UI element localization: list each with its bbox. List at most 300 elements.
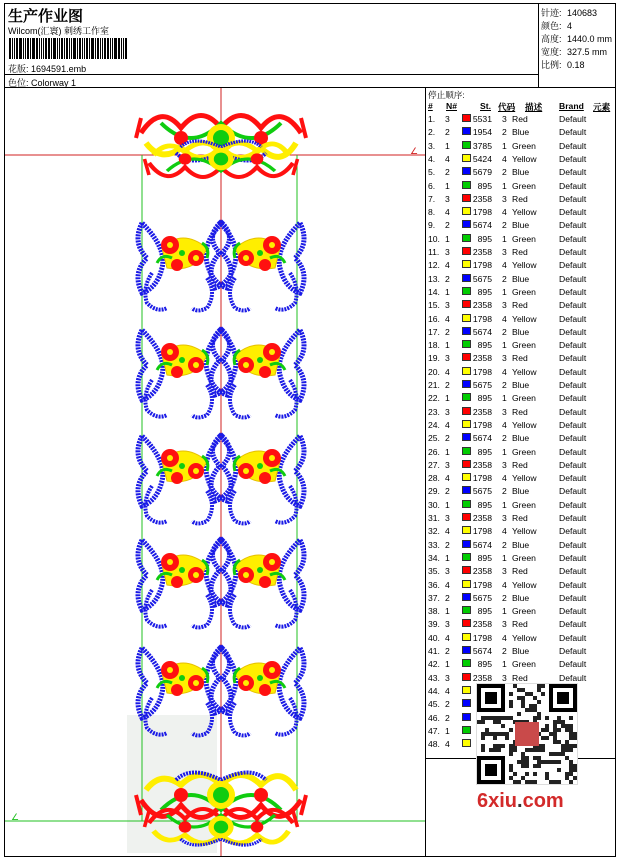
row-index: 19.	[428, 353, 440, 364]
row-needle: 3	[445, 353, 450, 364]
row-index: 28.	[428, 473, 440, 484]
row-needle: 4	[445, 313, 450, 324]
row-description: Red	[512, 114, 528, 124]
row-code: 1	[502, 446, 507, 457]
stat-height: 高度: 1440.0 mm	[541, 34, 613, 44]
color-swatch	[462, 393, 471, 401]
row-code: 4	[502, 207, 507, 218]
col-brand: Brand	[559, 101, 584, 111]
row-description: Red	[512, 513, 528, 523]
table-row	[426, 154, 615, 167]
row-brand: Default	[559, 433, 587, 444]
row-needle: 2	[445, 592, 450, 603]
color-swatch	[462, 726, 471, 734]
row-needle: 4	[445, 207, 450, 218]
row-code: 2	[502, 220, 507, 231]
color-swatch	[462, 553, 471, 561]
barcode-bar	[114, 38, 117, 59]
row-brand: Default	[559, 286, 587, 297]
row-index: 30.	[428, 499, 440, 510]
barcode-bar	[32, 38, 35, 59]
barcode-bar	[9, 38, 11, 59]
row-index: 31.	[428, 513, 440, 523]
design-file-label: 花版:	[8, 64, 29, 74]
row-stitches: 1798	[472, 313, 492, 324]
row-index: 2.	[428, 127, 436, 138]
row-code: 4	[502, 313, 507, 324]
barcode-bar	[53, 38, 56, 59]
row-needle: 2	[445, 380, 450, 390]
row-description: Blue	[512, 127, 530, 138]
row-index: 18.	[428, 340, 440, 351]
table-row	[426, 247, 615, 260]
table-row	[426, 207, 615, 220]
row-code: 3	[502, 619, 507, 630]
barcode-bar	[66, 38, 68, 59]
row-description: Blue	[512, 220, 530, 231]
row-stitches: 5674	[472, 433, 492, 444]
row-brand: Default	[559, 619, 587, 630]
colorway-value: Colorway 1	[31, 78, 77, 88]
row-stitches: 895	[477, 233, 492, 244]
row-description: Blue	[512, 273, 530, 284]
page-title: 生产作业图	[8, 8, 84, 25]
barcode-bar	[12, 38, 13, 59]
color-swatch	[462, 526, 471, 534]
row-index: 24.	[428, 419, 440, 430]
row-description: Yellow	[512, 260, 537, 271]
row-index: 15.	[428, 300, 440, 311]
row-needle: 2	[445, 326, 450, 337]
barcode-bar	[95, 38, 96, 59]
row-code: 1	[502, 552, 507, 563]
row-needle: 3	[445, 247, 450, 257]
row-index: 11.	[428, 247, 440, 257]
row-brand: Default	[559, 366, 587, 377]
row-stitches: 2358	[472, 247, 492, 257]
svg-text:∠: ∠	[410, 146, 419, 156]
row-stitches: 2358	[472, 353, 492, 364]
row-needle: 1	[445, 286, 450, 297]
row-code: 2	[502, 433, 507, 444]
barcode-bar	[100, 38, 101, 59]
barcode-bar	[89, 38, 90, 59]
row-stitches: 5675	[472, 380, 492, 390]
table-row	[426, 167, 615, 180]
table-row	[426, 500, 615, 513]
color-swatch	[462, 154, 471, 162]
row-brand: Default	[559, 300, 587, 311]
row-stitches: 895	[477, 499, 492, 510]
row-index: 8.	[428, 207, 436, 218]
row-description: Blue	[512, 539, 530, 550]
color-swatch	[462, 447, 471, 455]
row-stitches: 2358	[472, 672, 492, 683]
table-row	[426, 513, 615, 526]
row-needle: 3	[445, 114, 450, 124]
row-needle: 3	[445, 300, 450, 311]
row-stitches: 895	[477, 552, 492, 563]
color-swatch	[462, 314, 471, 322]
row-brand: Default	[559, 233, 587, 244]
row-brand: Default	[559, 313, 587, 324]
color-swatch	[462, 127, 471, 135]
row-needle: 1	[445, 140, 450, 151]
table-row	[426, 327, 615, 340]
row-code: 1	[502, 233, 507, 244]
row-description: Yellow	[512, 153, 537, 164]
row-brand: Default	[559, 539, 587, 550]
table-row	[426, 220, 615, 233]
row-brand: Default	[559, 606, 587, 617]
barcode-bar	[118, 38, 120, 59]
row-index: 17.	[428, 326, 440, 337]
row-needle: 2	[445, 167, 450, 178]
row-code: 1	[502, 340, 507, 351]
table-row	[426, 353, 615, 366]
row-brand: Default	[559, 446, 587, 457]
row-index: 33.	[428, 539, 440, 550]
row-stitches: 895	[477, 180, 492, 191]
row-description: Green	[512, 140, 536, 151]
row-description: Red	[512, 459, 528, 470]
color-swatch	[462, 646, 471, 654]
row-brand: Default	[559, 273, 587, 284]
row-brand: Default	[559, 406, 587, 417]
row-brand: Default	[559, 127, 587, 138]
color-swatch	[462, 181, 471, 189]
row-code: 3	[502, 513, 507, 523]
row-stitches: 2358	[472, 566, 492, 577]
table-row	[426, 314, 615, 327]
row-needle: 2	[445, 699, 450, 710]
row-index: 44.	[428, 685, 440, 696]
barcode-bar	[41, 38, 42, 59]
barcode-bar	[107, 38, 109, 59]
row-needle: 3	[445, 672, 450, 683]
barcode-bar	[71, 38, 72, 59]
color-swatch	[462, 300, 471, 308]
color-swatch	[462, 619, 471, 627]
row-index: 27.	[428, 459, 440, 470]
row-stitches: 895	[477, 286, 492, 297]
color-swatch	[462, 420, 471, 428]
row-needle: 1	[445, 233, 450, 244]
barcode-bar	[69, 38, 70, 59]
barcode-bar	[39, 38, 40, 59]
col-index: #	[428, 101, 433, 111]
row-stitches: 1798	[472, 419, 492, 430]
row-description: Blue	[512, 326, 530, 337]
row-brand: Default	[559, 114, 587, 124]
row-index: 48.	[428, 739, 440, 750]
color-swatch	[462, 540, 471, 548]
table-row	[426, 141, 615, 154]
row-needle: 4	[445, 685, 450, 696]
row-index: 32.	[428, 526, 440, 537]
row-stitches: 3785	[472, 140, 492, 151]
row-stitches: 1798	[472, 260, 492, 271]
row-index: 35.	[428, 566, 440, 577]
color-swatch	[462, 713, 471, 721]
color-swatch	[462, 606, 471, 614]
studio-name: Wilcom(汇寰) 刺绣工作室	[8, 26, 109, 36]
row-brand: Default	[559, 552, 587, 563]
row-description: Green	[512, 393, 536, 404]
row-code: 3	[502, 353, 507, 364]
col-code: 代码	[498, 102, 516, 112]
color-swatch	[462, 633, 471, 641]
row-index: 34.	[428, 552, 440, 563]
barcode-bar	[30, 38, 31, 59]
color-swatch	[462, 167, 471, 175]
table-row	[426, 526, 615, 539]
table-row	[426, 447, 615, 460]
color-swatch	[462, 699, 471, 707]
row-code: 3	[502, 114, 507, 124]
barcode-bar	[97, 38, 99, 59]
table-row	[426, 181, 615, 194]
row-index: 26.	[428, 446, 440, 457]
barcode-bar	[14, 38, 15, 59]
row-stitches: 5424	[472, 153, 492, 164]
row-stitches: 895	[477, 393, 492, 404]
color-swatch	[462, 353, 471, 361]
row-code: 1	[502, 659, 507, 670]
row-index: 25.	[428, 433, 440, 444]
color-swatch	[462, 513, 471, 521]
row-stitches: 895	[477, 446, 492, 457]
row-description: Green	[512, 180, 536, 191]
row-index: 21.	[428, 380, 440, 390]
color-swatch	[462, 673, 471, 681]
row-code: 3	[502, 300, 507, 311]
barcode-bar	[16, 38, 18, 59]
color-swatch	[462, 114, 471, 122]
row-stitches: 2358	[472, 513, 492, 523]
row-index: 12.	[428, 260, 440, 271]
row-description: Red	[512, 406, 528, 417]
row-stitches: 5674	[472, 539, 492, 550]
row-brand: Default	[559, 167, 587, 178]
col-stitches: St.	[480, 101, 491, 111]
table-row	[426, 114, 615, 127]
row-index: 9.	[428, 220, 436, 231]
color-swatch	[462, 367, 471, 375]
row-index: 22.	[428, 393, 440, 404]
barcode-bar	[27, 38, 29, 59]
row-stitches: 895	[477, 659, 492, 670]
color-swatch	[462, 260, 471, 268]
row-description: Red	[512, 672, 528, 683]
row-needle: 2	[445, 433, 450, 444]
barcode-bar	[77, 38, 78, 59]
row-index: 37.	[428, 592, 440, 603]
row-needle: 1	[445, 446, 450, 457]
row-description: Red	[512, 566, 528, 577]
row-needle: 4	[445, 473, 450, 484]
row-brand: Default	[559, 499, 587, 510]
table-row	[426, 553, 615, 566]
row-stitches: 895	[477, 606, 492, 617]
table-row	[426, 380, 615, 393]
table-row	[426, 646, 615, 659]
color-swatch	[462, 194, 471, 202]
row-stitches: 2358	[472, 193, 492, 204]
barcode-bar	[64, 38, 65, 59]
row-description: Yellow	[512, 207, 537, 218]
row-brand: Default	[559, 592, 587, 603]
row-needle: 1	[445, 725, 450, 736]
row-brand: Default	[559, 247, 587, 257]
table-row	[426, 367, 615, 380]
row-stitches: 2358	[472, 459, 492, 470]
barcode-bar	[43, 38, 44, 59]
stat-scale: 比例: 0.18	[541, 60, 585, 70]
barcode-bar	[86, 38, 88, 59]
barcode-bar	[102, 38, 103, 59]
table-row	[426, 194, 615, 207]
row-needle: 1	[445, 393, 450, 404]
row-code: 1	[502, 180, 507, 191]
row-needle: 4	[445, 579, 450, 590]
row-index: 43.	[428, 672, 440, 683]
table-row	[426, 566, 615, 579]
col-element: 元素	[593, 102, 611, 112]
table-row	[426, 540, 615, 553]
color-swatch	[462, 234, 471, 242]
row-needle: 4	[445, 632, 450, 643]
row-stitches: 5674	[472, 326, 492, 337]
row-index: 46.	[428, 712, 440, 723]
design-file-name: 1694591.emb	[31, 64, 87, 74]
color-swatch	[462, 380, 471, 388]
row-brand: Default	[559, 566, 587, 577]
barcode-bar	[36, 38, 38, 59]
barcode-bar	[112, 38, 113, 59]
row-needle: 4	[445, 739, 450, 750]
stat-stitches: 针迹: 140683	[541, 8, 598, 18]
row-description: Green	[512, 233, 536, 244]
color-swatch	[462, 473, 471, 481]
row-code: 4	[502, 632, 507, 643]
row-needle: 4	[445, 526, 450, 537]
row-index: 7.	[428, 193, 436, 204]
row-code: 2	[502, 486, 507, 497]
row-description: Green	[512, 340, 536, 351]
row-code: 1	[502, 606, 507, 617]
row-description: Yellow	[512, 366, 537, 377]
row-index: 42.	[428, 659, 440, 670]
row-description: Yellow	[512, 579, 537, 590]
row-index: 39.	[428, 619, 440, 630]
row-code: 2	[502, 380, 507, 390]
color-swatch	[462, 460, 471, 468]
row-code: 3	[502, 459, 507, 470]
barcode-bar	[84, 38, 85, 59]
row-brand: Default	[559, 220, 587, 231]
color-swatch	[462, 340, 471, 348]
row-needle: 3	[445, 459, 450, 470]
qr-code	[476, 683, 578, 785]
row-code: 1	[502, 499, 507, 510]
row-code: 2	[502, 167, 507, 178]
row-stitches: 895	[477, 340, 492, 351]
barcode-bar	[123, 38, 124, 59]
watermark: 6xiu.com	[477, 790, 564, 812]
stat-width: 宽度: 327.5 mm	[541, 47, 608, 57]
row-needle: 2	[445, 646, 450, 656]
row-needle: 1	[445, 340, 450, 351]
row-brand: Default	[559, 526, 587, 537]
row-stitches: 1798	[472, 632, 492, 643]
row-index: 41.	[428, 646, 440, 656]
row-stitches: 5679	[472, 167, 492, 178]
row-brand: Default	[559, 326, 587, 337]
row-stitches: 1798	[472, 366, 492, 377]
row-needle: 1	[445, 499, 450, 510]
color-swatch	[462, 593, 471, 601]
table-row	[426, 486, 615, 499]
row-brand: Default	[559, 473, 587, 484]
row-code: 2	[502, 539, 507, 550]
color-swatch	[462, 220, 471, 228]
row-needle: 1	[445, 180, 450, 191]
table-row	[426, 393, 615, 406]
barcode-bar	[125, 38, 127, 59]
row-index: 38.	[428, 606, 440, 617]
row-index: 1.	[428, 114, 436, 124]
color-swatch	[462, 327, 471, 335]
row-needle: 3	[445, 619, 450, 630]
row-needle: 4	[445, 153, 450, 164]
table-row	[426, 274, 615, 287]
color-swatch	[462, 274, 471, 282]
row-description: Blue	[512, 592, 530, 603]
row-brand: Default	[559, 353, 587, 364]
row-stitches: 2358	[472, 619, 492, 630]
row-code: 3	[502, 247, 507, 257]
table-row	[426, 127, 615, 140]
barcode-bar	[82, 38, 83, 59]
row-code: 2	[502, 326, 507, 337]
table-row	[426, 580, 615, 593]
row-needle: 4	[445, 419, 450, 430]
table-row	[426, 234, 615, 247]
barcode-bar	[79, 38, 81, 59]
row-description: Blue	[512, 380, 530, 390]
row-code: 3	[502, 566, 507, 577]
row-description: Green	[512, 552, 536, 563]
row-description: Green	[512, 499, 536, 510]
row-code: 4	[502, 260, 507, 271]
row-description: Red	[512, 619, 528, 630]
colorway-label: 色位:	[8, 78, 29, 88]
row-code: 1	[502, 140, 507, 151]
row-stitches: 5531	[472, 114, 492, 124]
row-brand: Default	[559, 513, 587, 523]
color-swatch	[462, 141, 471, 149]
table-row	[426, 633, 615, 646]
stat-colors: 颜色: 4	[541, 21, 573, 31]
row-code: 2	[502, 646, 507, 656]
row-brand: Default	[559, 380, 587, 390]
svg-text:∠: ∠	[11, 812, 20, 822]
row-index: 40.	[428, 632, 440, 643]
barcode	[9, 38, 129, 59]
row-brand: Default	[559, 180, 587, 191]
col-description: 描述	[525, 102, 543, 112]
